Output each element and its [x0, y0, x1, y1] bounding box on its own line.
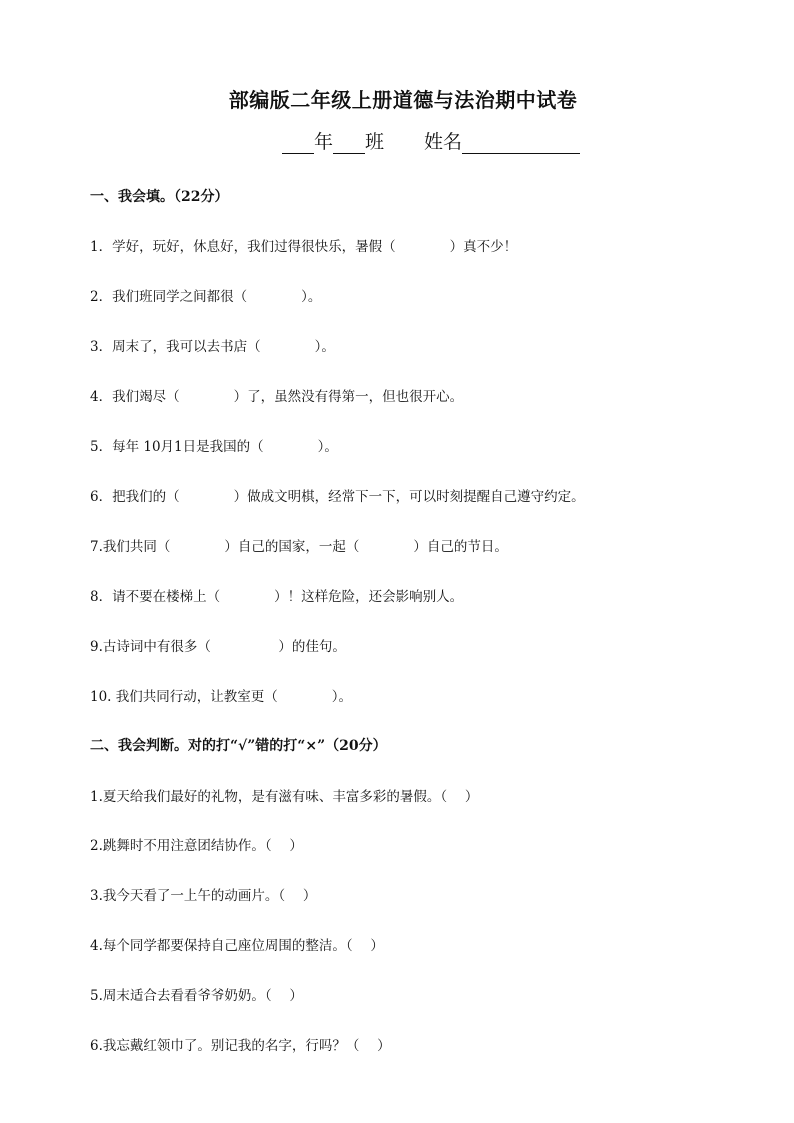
fill-question-1: 1．学好，玩好，休息好，我们过得很快乐，暑假（ ）真不少！	[90, 239, 518, 255]
fill-question-5: 5．每年 10月1日是我国的（ ）。	[90, 439, 338, 455]
judge-question-5: 5.周末适合去看看爷爷奶奶。（ ）	[90, 988, 303, 1004]
class-label: 班	[365, 131, 385, 153]
fill-question-3: 3．周末了，我可以去书店（ ）。	[90, 339, 335, 355]
name-label: 姓名	[424, 131, 463, 153]
judge-question-3: 3.我今天看了一上午的动画片。（ ）	[90, 888, 317, 904]
fill-question-6: 6．把我们的（ ）做成文明棋，经常下一下，可以时刻提醒自己遵守约定。	[90, 489, 585, 505]
fill-question-9: 9.古诗词中有很多（ ）的佳句。	[90, 639, 346, 655]
class-blank[interactable]	[333, 133, 365, 154]
judge-question-1: 1.夏天给我们最好的礼物，是有滋有味、丰富多彩的暑假。（ ）	[90, 789, 479, 805]
judge-question-4: 4.每个同学都要保持自己座位周围的整洁。（ ）	[90, 938, 384, 954]
fill-question-8: 8．请不要在楼梯上（ ）！这样危险，还会影响别人。	[90, 589, 464, 605]
section-1-title: 一、我会填。（22分）	[90, 189, 229, 205]
fill-question-4: 4．我们竭尽（ ）了，虽然没有得第一，但也很开心。	[90, 389, 464, 405]
year-blank[interactable]	[282, 133, 314, 154]
year-label: 年	[314, 131, 334, 153]
fill-question-10: 10. 我们共同行动，让教室更（ ）。	[90, 689, 353, 705]
name-blank[interactable]	[462, 133, 580, 154]
section-2-title: 二、我会判断。对的打“√”错的打“×”（20分）	[90, 738, 387, 754]
judge-question-2: 2.跳舞时不用注意团结协作。（ ）	[90, 838, 303, 854]
judge-question-6: 6.我忘戴红领巾了。别记我的名字，行吗？（ ）	[90, 1038, 391, 1054]
student-info-line	[282, 127, 580, 154]
fill-question-2: 2．我们班同学之间都很（ ）。	[90, 289, 322, 305]
page-title: 部编版二年级上册道德与法治期中试卷	[228, 88, 578, 112]
fill-question-7: 7.我们共同（ ）自己的国家，一起（ ）自己的节日。	[90, 539, 508, 555]
